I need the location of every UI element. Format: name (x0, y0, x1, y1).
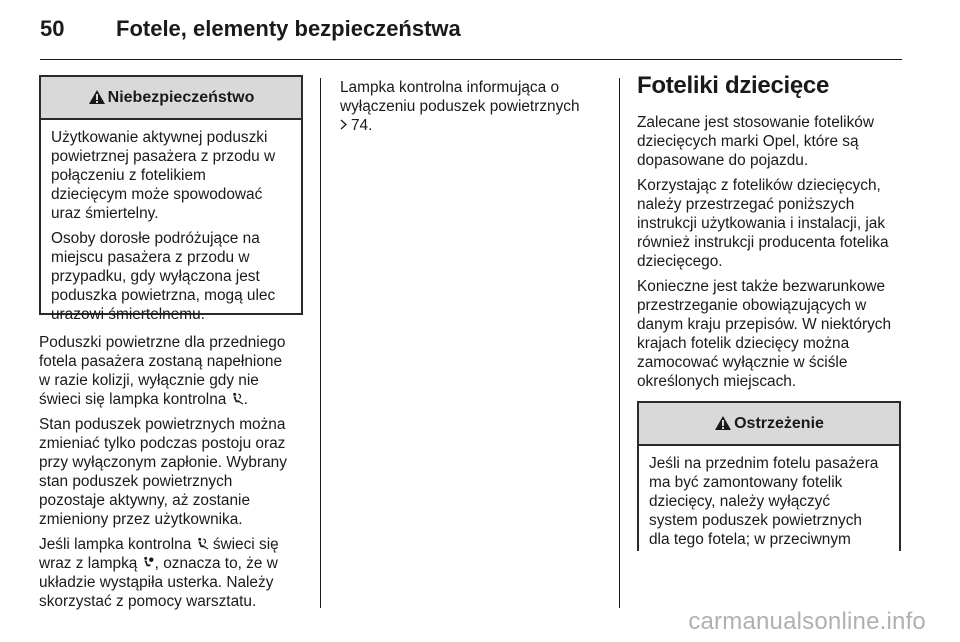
column-1 (39, 75, 305, 617)
body-paragraph: Stan poduszek powietrznych można zmieniać tylko podczas postoju oraz przy wyłączonym zapłonie. Wybrany stan poduszek powietrznych pozostaje aktywny, aż zostanie zmieniony przez użytkownika. (39, 416, 287, 528)
page-number: 50 (40, 16, 65, 41)
danger-paragraph: Użytkowanie aktywnej poduszki powietrznej pasażera z przodu w połączeniu z fotelikiem dziecięcym może spowodować uraz śmiertelny. (51, 129, 276, 222)
section-heading: Foteliki dziecięce (637, 72, 830, 99)
danger-paragraph: Osoby dorosłe podróżujące na miejscu pasażera z przodu w przypadku, gdy wyłączona jest poduszka powietrzna, mogą ulec urazowi śmiertelnemu. (51, 230, 276, 323)
danger-box (39, 75, 303, 323)
caution-paragraph: Jeśli na przednim fotelu pasażera ma być zamontowany fotelik dziecięcy, należy wyłączyć system poduszek powietrznych dla tego fotela; w przeciwnym (649, 455, 879, 548)
page-reference[interactable]: 74 (351, 117, 369, 134)
caution-box-body (639, 446, 899, 559)
danger-box-title: Niebezpieczeństwo (107, 89, 255, 106)
body-paragraph: Zalecane jest stosowanie fotelików dziecięcych marki Opel, które są dopasowane do pojazdu. (637, 114, 874, 169)
chapter-title: Fotele, elementy bezpieczeństwa (116, 16, 461, 41)
body-paragraph: Lampka kontrolna informująca o wyłączeniu poduszek powietrznych 74. (340, 79, 580, 134)
header-rule (40, 59, 902, 60)
danger-box-body (41, 120, 301, 334)
body-paragraph: Konieczne jest także bezwarunkowe przestrzeganie obowiązujących w danym kraju przepisów. W niektórych krajach fotelik dziecięcy można zamocować wyłącznie w ściśle określonych miejscach. (637, 278, 892, 390)
column-3 (637, 72, 903, 551)
airbag-off-icon (231, 392, 244, 405)
column-divider (619, 78, 620, 608)
warning-triangle-icon (88, 89, 106, 105)
body-paragraph: Poduszki powietrzne dla przedniego fotela pasażera zostaną napełnione w razie kolizji, wyłącznie gdy nie świeci się lampka kontrolna . (39, 334, 286, 408)
watermark: carmanualsonline.info (688, 608, 926, 635)
body-paragraph: Jeśli lampka kontrolna świeci się wraz z lampką , oznacza to, że w układzie wystąpiła usterka. Należy skorzystać z pomocy warsztatu. (39, 536, 279, 610)
column-2 (340, 78, 602, 141)
danger-box-header (41, 77, 301, 120)
body-paragraph: Korzystając z fotelików dziecięcych, należy przestrzegać poniższych instrukcji użytkowania i instalacji, jak również instrukcji producenta fotelika dziecięcego. (637, 177, 889, 270)
page-reference-arrow-icon (340, 119, 348, 130)
caution-box-header (639, 403, 899, 446)
warning-triangle-icon (714, 415, 732, 431)
caution-box (637, 401, 901, 551)
caution-box-title: Ostrzeżenie (734, 415, 824, 432)
column-divider (320, 78, 321, 608)
airbag-off-icon (196, 537, 209, 550)
airbag-warning-icon (142, 556, 155, 569)
